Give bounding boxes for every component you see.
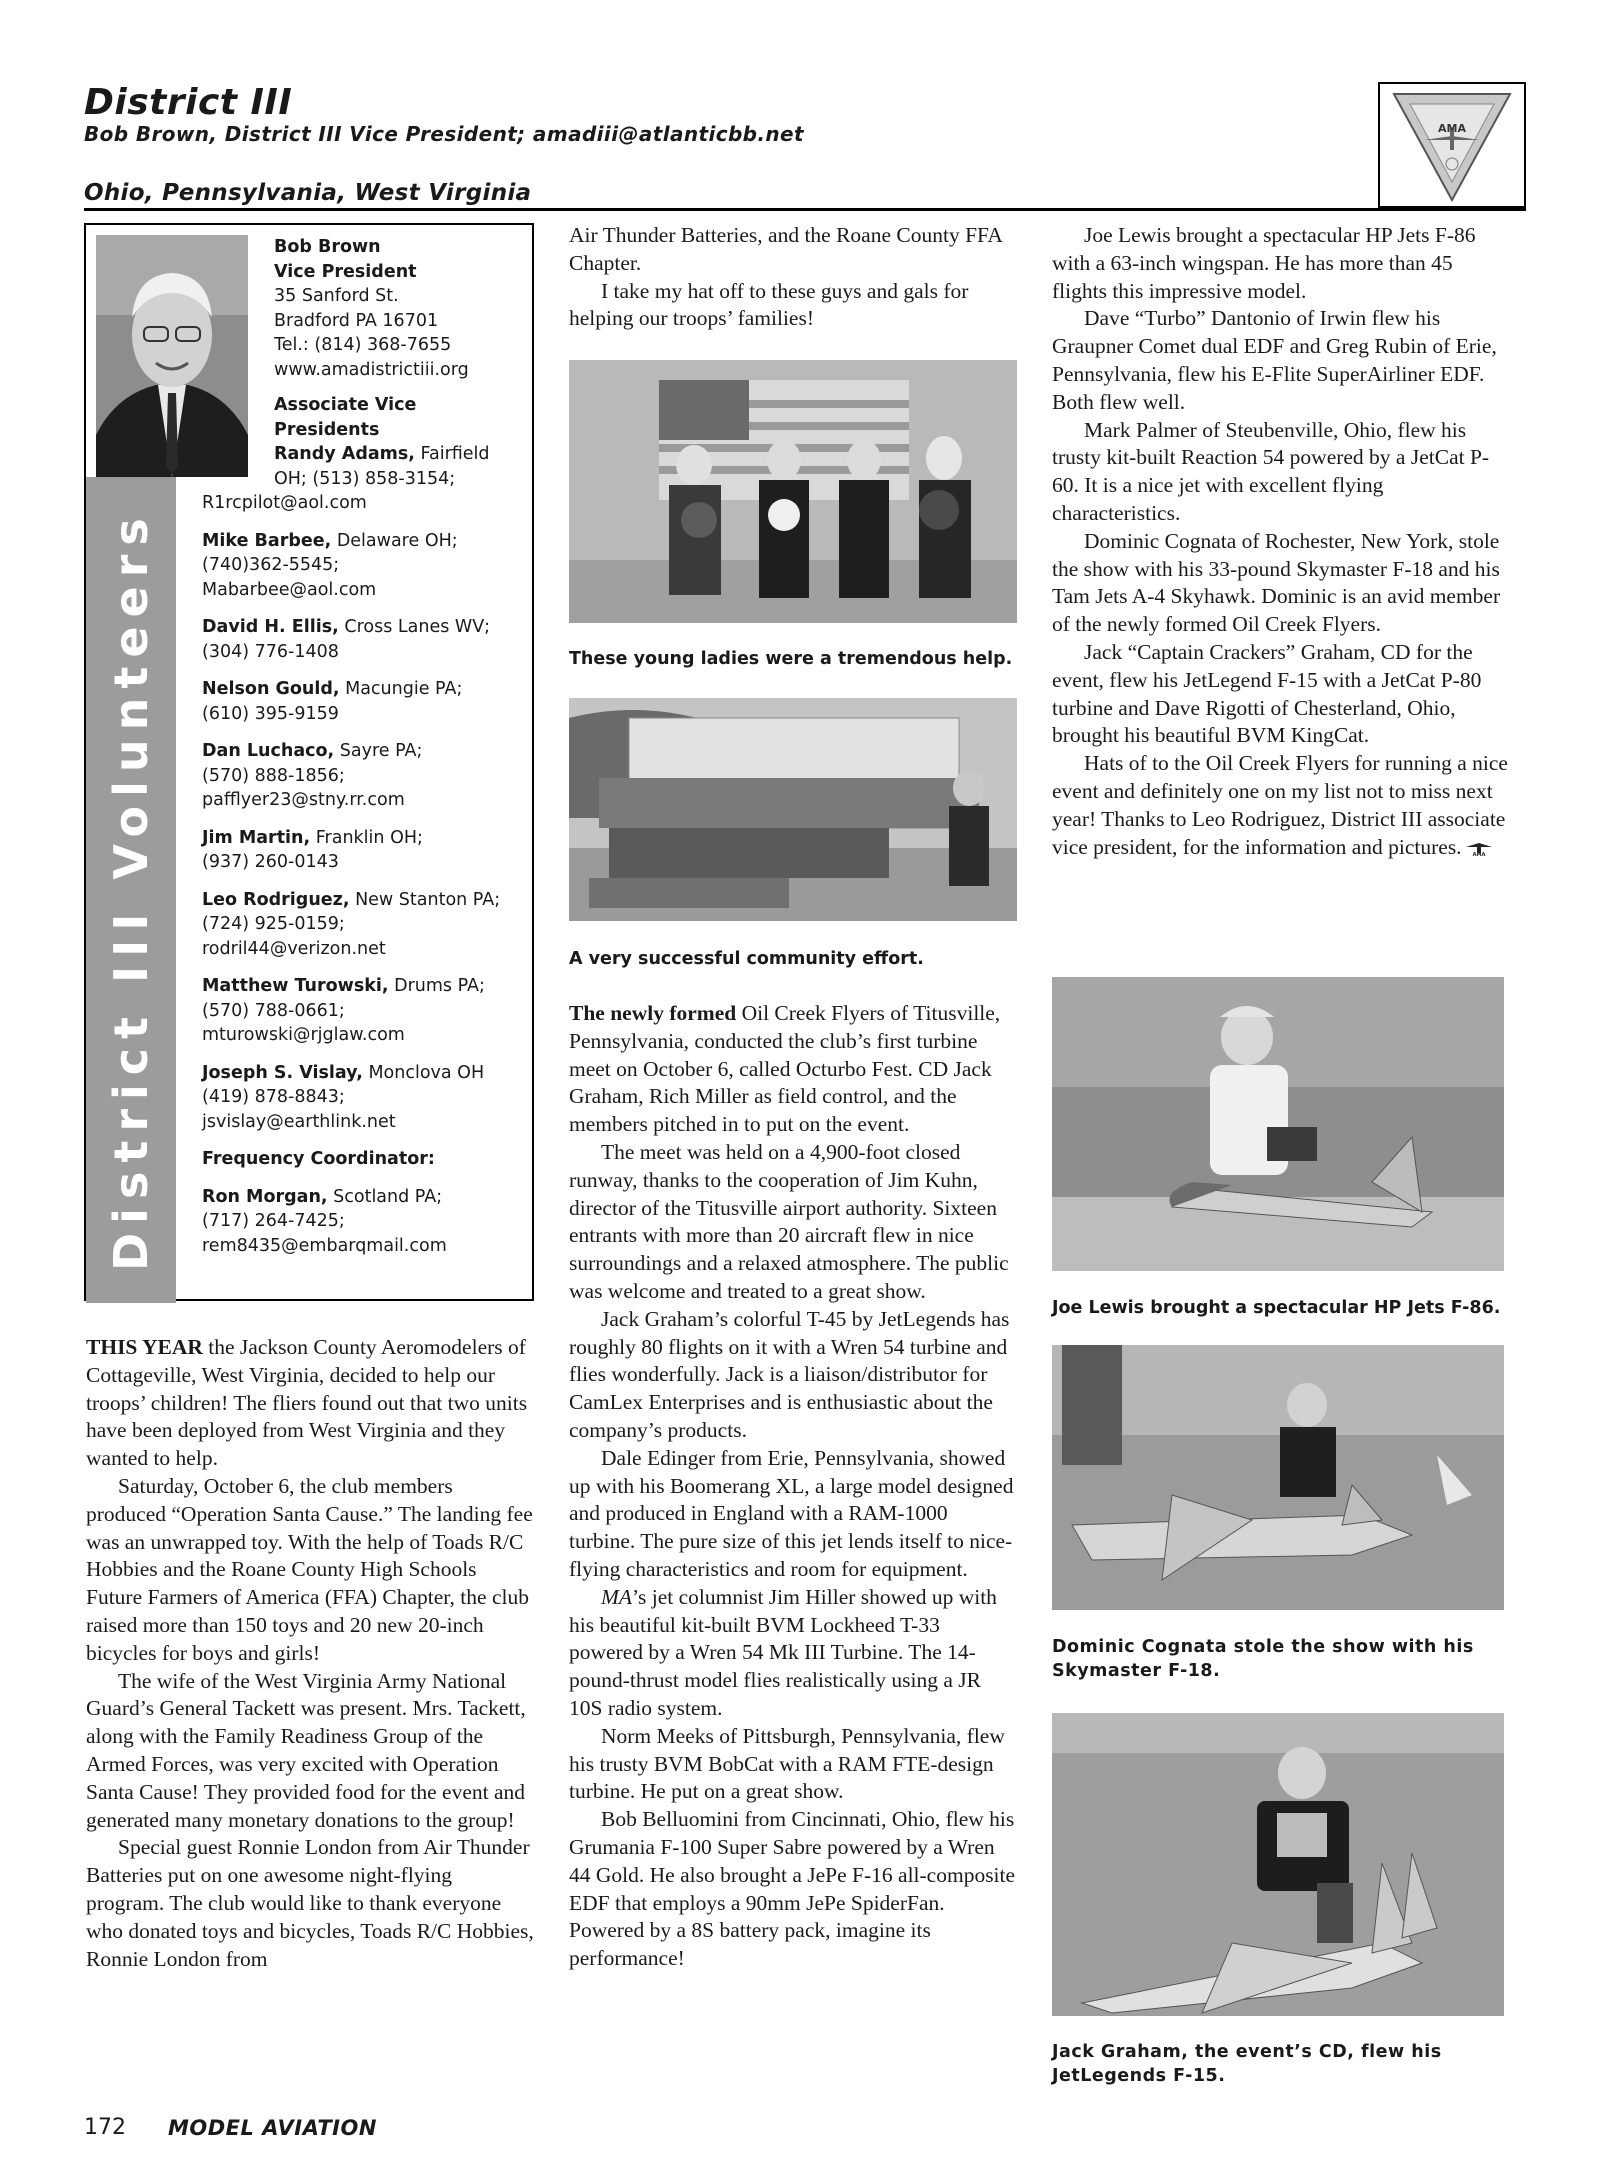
article-para: Bob Belluomini from Cincinnati, Ohio, flew his Grumania F-100 Super Sabre powered by a Wren 44 Gold. He also brought a JePe F-16 all-composite EDF that employs a 90mm JePe SpiderFan. Powered by a 8S battery pack, imagine its performance! (569, 1807, 1016, 1971)
article-column-3 (1052, 222, 1512, 861)
vp-contact (274, 235, 524, 491)
avp-entry-randy-adams-phone: OH; (513) 858-3154; (274, 468, 456, 489)
frequency-coordinator-heading: Frequency Coordinator: (202, 1149, 435, 1169)
ama-logo-icon (1380, 84, 1524, 206)
avp-entry: Nelson Gould, Macungie PA; (610) 395-9159 (202, 679, 463, 724)
article-para: Dale Edinger from Erie, Pennsylvania, showed up with his Boomerang XL, a large model designed and produced in England with a RAM-1000 turbine. The pure size of this jet lends itself to nice-flying characteristics and room for equipment. (569, 1445, 1014, 1581)
vp-city: Bradford PA 16701 (274, 310, 439, 331)
avp-entry: Joseph S. Vislay, Monclova OH (419) 878-8843; jsvislay@earthlink.net (202, 1062, 485, 1132)
ama-district-logo (1378, 82, 1526, 208)
bob-brown-portrait (96, 235, 248, 477)
avp-heading-2: Presidents (274, 419, 380, 440)
article-column-2 (569, 1000, 1019, 1973)
photo-joe-lewis-f86 (1052, 977, 1504, 1271)
volunteers-vertical-label: District III Volunteers (104, 509, 158, 1271)
avp-entry: Jim Martin, Franklin OH; (937) 260-0143 (202, 827, 423, 872)
caption-dominic: Dominic Cognata stole the show with his Skymaster F-18. (1052, 1637, 1474, 1681)
vp-title: Vice President (274, 261, 417, 282)
caption-jack-graham: Jack Graham, the event’s CD, flew his JetLegends F-15. (1052, 2042, 1442, 2086)
page-number: 172 (84, 2115, 126, 2140)
photo-dominic-f18 (1052, 1345, 1504, 1610)
caption-young-ladies: These young ladies were a tremendous help. (569, 649, 1013, 669)
article-para: Jack “Captain Crackers” Graham, CD for the event, flew his JetLegend F-15 with a JetCat P-80 turbine and Dave Rigotti of Chesterland, Ohio, brought his beautiful BVM KingCat. (1052, 639, 1482, 748)
article-para: Mark Palmer of Steubenville, Ohio, flew his trusty kit-built Reaction 54 powered by a JetCat P-60. It is a nice jet with excellent flying characteristics. (1052, 417, 1490, 525)
vp-website[interactable]: www.amadistrictiii.org (274, 359, 469, 380)
district-title: District III (84, 82, 293, 123)
volunteers-sidebar (86, 477, 176, 1303)
avp-entry: Matthew Turowski, Drums PA; (570) 788-0661; mturowski@rjglaw.com (202, 976, 485, 1045)
photo-young-ladies (569, 360, 1017, 623)
avp-list (202, 491, 527, 1271)
district-states: Ohio, Pennsylvania, West Virginia (84, 180, 532, 206)
article-para: THIS YEAR the Jackson County Aeromodelers of Cottageville, West Virginia, decided to help our troops’ children! The fliers found out that two units have been deployed from West Virginia and they wanted to help. (86, 1335, 528, 1471)
article-para: Special guest Ronnie London from Air Thunder Batteries put on one awesome night-flying program. The club would like to thank everyone who donated toys and bicycles, Toads R/C Hobbies, Ronnie London from (86, 1835, 534, 1971)
avp-entry: Leo Rodriguez, New Stanton PA; (724) 925-0159; rodril44@verizon.net (202, 889, 501, 959)
article-para: I take my hat off to these guys and gals for helping our troops’ families! (569, 278, 969, 331)
avp-entry: David H. Ellis, Cross Lanes WV; (304) 776-1408 (202, 617, 491, 662)
article-para: Saturday, October 6, the club members produced “Operation Santa Cause.” The landing fee was an unwrapped toy. With the help of Toads R/C Hobbies and the Roane County High Schools Future Farmers of America (FFA) Chapter, the club raised more than 150 toys and 20 new 20-inch bicycles for boys and girls! (86, 1473, 533, 1665)
article-para: Jack Graham’s colorful T-45 by JetLegends has roughly 80 flights on it with a Wren 54 turbine and flies wonderfully. Jack is a liaison/distributor for CamLex Enterprises and is enthusiastic about the company’s products. (569, 1306, 1010, 1442)
article-para: Dave “Turbo” Dantonio of Irwin flew his Graupner Comet dual EDF and Greg Rubin of Erie, Pennsylvania, flew his E-Flite SuperAirliner EDF. Both flew well. (1052, 306, 1497, 414)
photo-community-effort (569, 698, 1017, 921)
caption-community-effort: A very successful community effort. (569, 949, 924, 969)
vp-phone: Tel.: (814) 368-7655 (274, 335, 452, 355)
article-para: The newly formed Oil Creek Flyers of Titusville, Pennsylvania, conducted the club’s first turbine meet on October 6, called Octurbo Fest. CD Jack Graham, Rich Miller as field control, and the members pitched in to put on the event. (569, 1001, 1001, 1137)
caption-joe-lewis: Joe Lewis brought a spectacular HP Jets F-86. (1052, 1298, 1501, 1318)
avp-email[interactable]: R1rcpilot@aol.com (202, 493, 367, 513)
magazine-name: MODEL AVIATION (168, 2116, 377, 2140)
svg-text:AMA: AMA (1438, 122, 1466, 135)
article-para: The meet was held on a 4,900-foot closed runway, thanks to the cooperation of Jim Kuhn, director of the Titusville airport authority. Sixteen entrants with more than 20 aircraft flew in nice surroundings and a relaxed atmosphere. The public was welcome and treated to a great show. (569, 1139, 1009, 1303)
avp-heading: Associate Vice (274, 395, 417, 415)
avp-entry: Dan Luchaco, Sayre PA; (570) 888-1856; pafflyer23@stny.rr.com (202, 741, 423, 810)
article-para: The wife of the West Virginia Army National Guard’s General Tackett was present. Mrs. Tackett, along with the Family Readiness Group of the Armed Forces, was very excited with Operation Santa Cause! They provided food for the event and generated many monetary donations to the group! (86, 1668, 526, 1832)
article-para: Dominic Cognata of Rochester, New York, stole the show with his 33-pound Skymaster F-18 and his Tam Jets A-4 Skyhawk. Dominic is an avid member of the newly formed Oil Creek Flyers. (1052, 528, 1501, 637)
article-column-2-top (569, 222, 1019, 333)
header-divider (84, 208, 1526, 211)
article-para: Joe Lewis brought a spectacular HP Jets F-86 with a 63-inch wingspan. He has more than 45 flights this impressive model. (1052, 223, 1476, 303)
article-para: Hats of to the Oil Creek Flyers for running a nice event and definitely one on my list not to miss next year! Thanks to Leo Rodriguez, District III associate vice president, for the information and pictures. AMA (1052, 751, 1508, 859)
article-para: MA’s jet columnist Jim Hiller showed up with his beautiful kit-built BVM Lockheed T-33 powered by a Wren 54 Mk III Turbine. The 14-pound-thrust model flies realistically using a JR 10S radio system. (569, 1584, 997, 1720)
article-para: Air Thunder Batteries, and the Roane County FFA Chapter. (569, 223, 1002, 275)
svg-text:AMA: AMA (1472, 851, 1485, 857)
district-vp-line: Bob Brown, District III Vice President; amadiii@atlanticbb.net (84, 122, 804, 146)
frequency-coordinator-entry: Ron Morgan, Scotland PA; (717) 264-7425; rem8435@embarqmail.com (202, 1186, 447, 1256)
volunteers-box (84, 223, 534, 1301)
article-para: Norm Meeks of Pittsburgh, Pennsylvania, flew his trusty BVM BobCat with a RAM FTE-design turbine. He put on a great show. (569, 1723, 1005, 1804)
vp-street: 35 Sanford St. (274, 286, 399, 306)
article-column-1 (86, 1334, 534, 1973)
avp-entry: Mike Barbee, Delaware OH; (740)362-5545; Mabarbee@aol.com (202, 530, 458, 600)
vp-name: Bob Brown (274, 237, 381, 257)
avp-entry-randy-adams: Randy Adams, Fairfield (274, 444, 490, 464)
photo-jack-graham-f15 (1052, 1713, 1504, 2016)
ama-end-mark-icon (1464, 841, 1494, 857)
